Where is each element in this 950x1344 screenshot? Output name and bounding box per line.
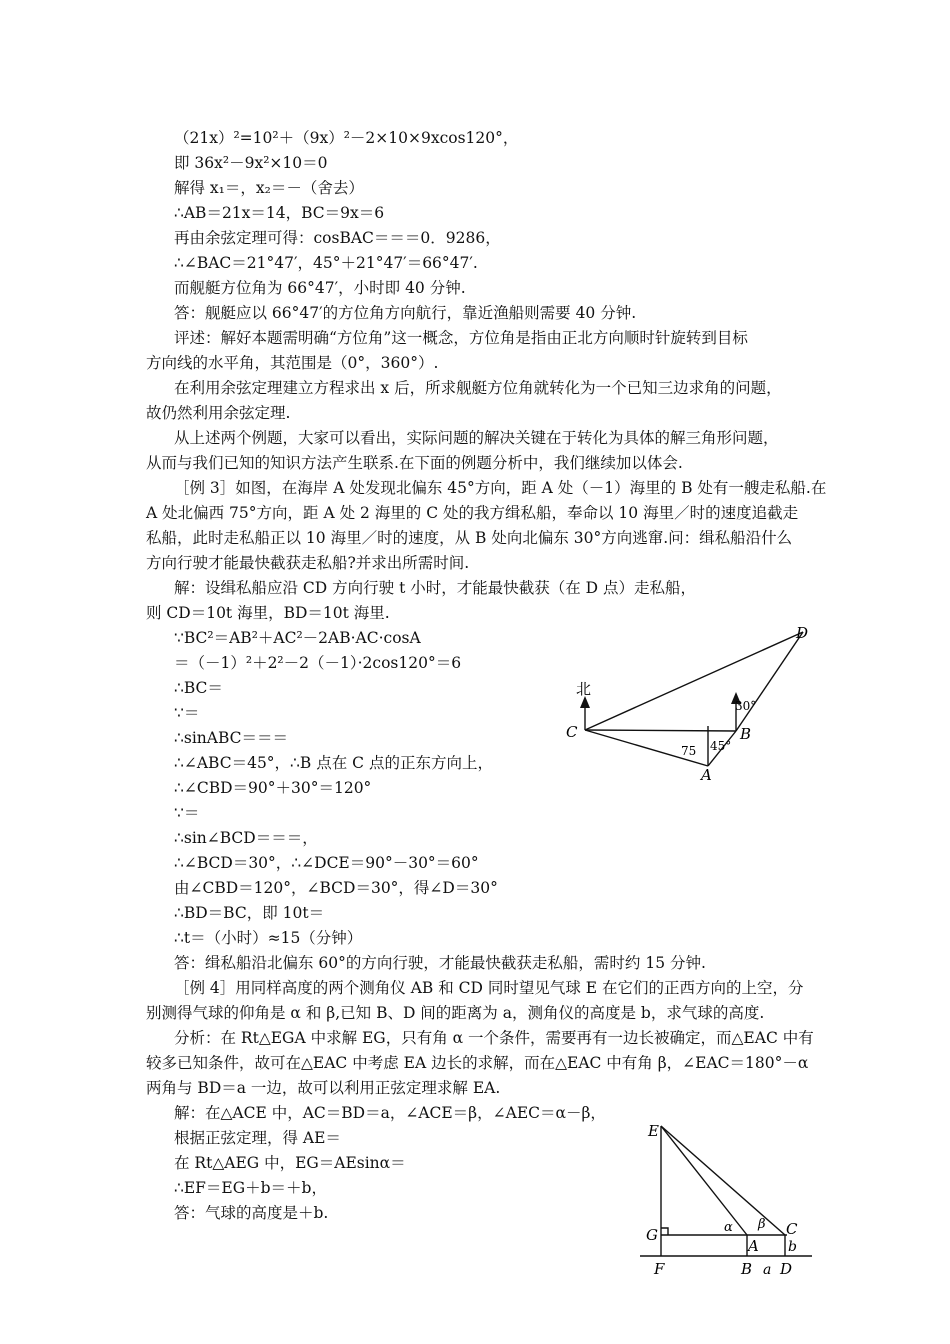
text-line: ∴∠ABC＝45°，∴B 点在 C 点的正东方向上，: [174, 754, 493, 772]
text-line: 评述：解好本题需明确“方位角”这一概念，方位角是指由正北方向顺时针旋转到目标: [174, 329, 748, 347]
text-line: A 处北偏西 75°方向，距 A 处 2 海里的 C 处的我方缉私船，奉命以 10 海里／时的速度追截走: [146, 504, 799, 522]
label-D: D: [780, 1260, 793, 1278]
text-line: 则 CD＝10t 海里，BD＝10t 海里.: [146, 604, 390, 622]
text-line: ∴sin∠BCD＝＝＝，: [174, 829, 318, 847]
text-line: 在利用余弦定理建立方程求出 x 后，所求舰艇方位角就转化为一个已知三边求角的问题，: [174, 379, 782, 397]
segment-EC: [661, 1126, 785, 1235]
text-line: 两角与 BD＝a 一边，故可以利用正弦定理求解 EA.: [146, 1079, 501, 1097]
label-angle-30: 30°: [735, 699, 757, 713]
text-line: ∵＝: [174, 704, 200, 722]
text-line: ∴sinABC＝＝＝: [174, 729, 288, 747]
balloon-diagram: [640, 1118, 820, 1278]
label-G: G: [646, 1226, 658, 1244]
label-beta: β: [758, 1217, 766, 1232]
label-angle-75: 75: [681, 744, 697, 758]
text-line: 分析：在 Rt△EGA 中求解 EG，只有角 α 一个条件，需要再有一边长被确定，而△EAC 中有: [174, 1029, 814, 1047]
segment-EA: [661, 1126, 747, 1235]
text-line: ∴BD＝BC，即 10t＝: [174, 904, 325, 922]
label-angle-45: 45°: [710, 739, 732, 753]
text-line: 答：气球的高度是＋b.: [174, 1204, 329, 1222]
text-line: 故仍然利用余弦定理.: [146, 404, 291, 422]
text-line: 从而与我们已知的知识方法产生联系.在下面的例题分析中，我们继续加以体会.: [146, 454, 683, 472]
text-line: ∴AB＝21x＝14，BC＝9x＝6: [174, 204, 385, 222]
text-line: 别测得气球的仰角是 α 和 β,已知 B、D 间的距离为 a，测角仪的高度是 b，求气球的高度.: [146, 1004, 765, 1022]
label-F: F: [654, 1260, 665, 1278]
label-C: C: [566, 723, 578, 741]
text-line: 再由余弦定理可得：cosBAC＝＝＝0．9286，: [174, 229, 501, 247]
text-line: ［例 3］如图，在海岸 A 处发现北偏东 45°方向，距 A 处（－1）海里的 B 处有一艘走私船.在: [174, 479, 827, 497]
label-A: A: [701, 766, 712, 784]
label-C: C: [786, 1220, 798, 1238]
text-line: ∵＝: [174, 804, 200, 822]
text-line: ∴∠BCD＝30°，∴∠DCE＝90°－30°＝60°: [174, 854, 479, 872]
label-b: b: [788, 1239, 797, 1255]
text-line: 私船，此时走私船正以 10 海里／时的速度，从 B 处向北偏东 30°方向逃窜.问：缉私船沿什么: [146, 529, 793, 547]
right-angle-mark: [661, 1228, 668, 1235]
text-line: 答：缉私船沿北偏东 60°的方向行驶，才能最快截获走私船，需时约 15 分钟.: [174, 954, 706, 972]
text-line: 根据正弦定理，得 AE＝: [174, 1129, 341, 1147]
text-line: ∴∠CBD＝90°＋30°＝120°: [174, 779, 372, 797]
label-north: 北: [576, 680, 592, 698]
pursuit-diagram: [560, 624, 820, 786]
text-line: 从上述两个例题，大家可以看出，实际问题的解决关键在于转化为具体的解三角形问题，: [174, 429, 779, 447]
label-a: a: [763, 1262, 772, 1278]
text-line: ∴BC＝: [174, 679, 223, 697]
text-line: 即 36x²－9x²×10＝0: [174, 154, 328, 172]
label-A: A: [748, 1237, 759, 1255]
segment-CB: [585, 730, 736, 731]
label-B: B: [740, 725, 752, 743]
text-line: 解得 x₁＝，x₂＝－（舍去）: [174, 179, 364, 197]
text-line: 解：在△ACE 中，AC＝BD＝a，∠ACE＝β，∠AEC＝α－β，: [174, 1104, 606, 1122]
text-line: ＝（－1）²＋2²－2（－1）·2cos120°＝6: [174, 654, 462, 672]
label-E: E: [648, 1122, 659, 1140]
text-line: 较多已知条件，故可在△EAC 中考虑 EA 边长的求解，而在△EAC 中有角 β，∠EAC＝180°－α: [146, 1054, 809, 1072]
text-line: 方向行驶才能最快截获走私船?并求出所需时间.: [146, 554, 470, 572]
text-line: ∴t＝（小时）≈15（分钟）: [174, 929, 363, 947]
label-D: D: [796, 624, 809, 642]
label-alpha: α: [724, 1220, 733, 1235]
label-B: B: [741, 1260, 753, 1278]
text-line: ［例 4］用同样高度的两个测角仪 AB 和 CD 同时望见气球 E 在它们的正西方向的上空，分: [174, 979, 804, 997]
text-line: 方向线的水平角，其范围是（0°，360°）.: [146, 354, 439, 372]
text-line: 解：设缉私船应沿 CD 方向行驶 t 小时，才能最快截获（在 D 点）走私船，: [174, 579, 697, 597]
text-line: 由∠CBD＝120°，∠BCD＝30°，得∠D＝30°: [174, 879, 498, 897]
text-line: 而舰艇方位角为 66°47′，小时即 40 分钟.: [174, 279, 466, 297]
text-line: 答：舰艇应以 66°47′的方位角方向航行，靠近渔船则需要 40 分钟.: [174, 304, 637, 322]
text-line: （21x）²=10²＋（9x）²－2×10×9xcos120°，: [174, 129, 519, 147]
text-line: ∴EF＝EG＋b＝＋b，: [174, 1179, 327, 1197]
text-line: 在 Rt△AEG 中，EG＝AEsinα＝: [174, 1154, 406, 1172]
text-line: ∴∠BAC＝21°47′，45°＋21°47′＝66°47′.: [174, 254, 478, 272]
text-line: ∵BC²＝AB²＋AC²－2AB·AC·cosA: [174, 629, 421, 647]
